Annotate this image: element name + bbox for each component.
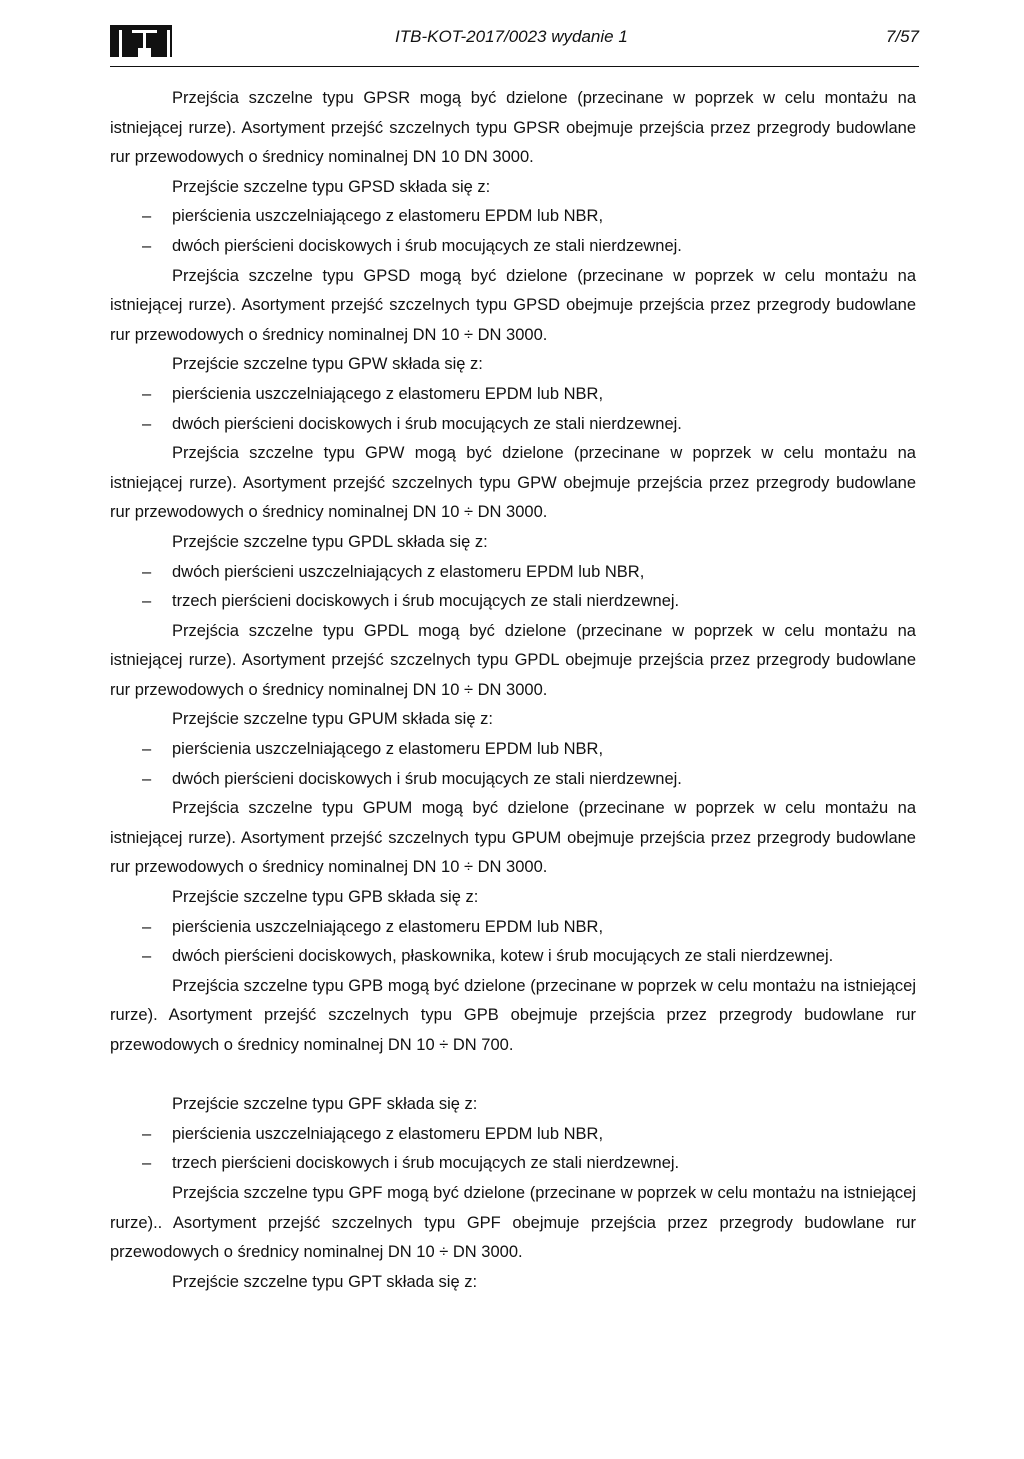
dash-bullet: – [142, 917, 152, 936]
list-item-text: trzech pierścieni dociskowych i śrub mocujących ze stali nierdzewnej. [172, 1154, 680, 1173]
dash-bullet: – [142, 947, 152, 966]
dash-bullet: – [142, 414, 152, 433]
list-item [110, 587, 916, 617]
document-body [110, 84, 916, 1297]
header-rule [110, 66, 919, 67]
paragraph-gpdl: Przejścia szczelne typu GPDL mogą być dzielone (przecinane w poprzek w celu montażu na istniejącej rurze). Asortyment przejść szczelnych typu GPDL obejmuje przejścia przez przegrody budowlane rur przewodowych o średnicy nominalnej DN 10 ÷ DN 3000. [110, 621, 916, 699]
intro-gpb: Przejście szczelne typu GPB składa się z: [172, 888, 479, 907]
intro-gpdl: Przejście szczelne typu GPDL składa się z: [172, 532, 488, 551]
paragraph-gpum: Przejścia szczelne typu GPUM mogą być dzielone (przecinane w poprzek w celu montażu na istniejącej rurze). Asortyment przejść szczelnych typu GPUM obejmuje przejścia przez przegrody budowlane rur przewodowych o średnicy nominalnej DN 10 ÷ DN 3000. [110, 799, 916, 877]
intro-gpsd: Przejście szczelne typu GPSD składa się z: [172, 177, 491, 196]
paragraph-gpb: Przejścia szczelne typu GPB mogą być dzielone (przecinane w poprzek w celu montażu na istniejącej rurze). Asortyment przejść szczelnych typu GPB obejmuje przejścia przez przegrody budowlane rur przewodowych o średnicy nominalnej DN 10 ÷ DN 700. [110, 976, 916, 1054]
page-number: 7/57 [885, 27, 919, 46]
list-item [110, 942, 916, 972]
intro-gpw: Przejście szczelne typu GPW składa się z: [172, 355, 483, 374]
list-gpum [110, 735, 916, 794]
list-item [110, 202, 916, 232]
paragraph-gpf: Przejścia szczelne typu GPF mogą być dzielone (przecinane w poprzek w celu montażu na istniejącej rurze).. Asortyment przejść szczelnych typu GPF obejmuje przejścia przez przegrody budowlane rur przewodowych o średnicy nominalnej DN 10 ÷ DN 3000. [110, 1183, 916, 1262]
list-item [110, 1149, 916, 1179]
list-item [110, 232, 916, 262]
list-item-text: pierścienia uszczelniającego z elastomeru EPDM lub NBR, [172, 1124, 604, 1143]
list-item [110, 558, 916, 588]
dash-bullet: – [142, 562, 152, 581]
list-item [110, 913, 916, 943]
list-item-text: pierścienia uszczelniającego z elastomeru EPDM lub NBR, [172, 917, 604, 936]
list-item-text: trzech pierścieni dociskowych i śrub mocujących ze stali nierdzewnej. [172, 592, 680, 611]
list-gpw [110, 380, 916, 439]
dash-bullet: – [142, 740, 152, 759]
dash-bullet: – [142, 384, 152, 403]
paragraph-gpsd: Przejścia szczelne typu GPSD mogą być dzielone (przecinane w poprzek w celu montażu na istniejącej rurze). Asortyment przejść szczelnych typu GPSD obejmuje przejścia przez przegrody budowlane rur przewodowych o średnicy nominalnej DN 10 ÷ DN 3000. [110, 266, 916, 344]
intro-gpum: Przejście szczelne typu GPUM składa się z: [172, 710, 493, 729]
dash-bullet: – [142, 592, 152, 611]
list-item [110, 765, 916, 795]
paragraph-gpsr: Przejścia szczelne typu GPSR mogą być dzielone (przecinane w poprzek w celu montażu na istniejącej rurze). Asortyment przejść szczelnych typu GPSR obejmuje przejścia przez przegrody budowlane rur przewodowych o średnicy nominalnej DN 10 DN 3000. [110, 89, 916, 167]
intro-gpf: Przejście szczelne typu GPF składa się z: [172, 1095, 478, 1114]
list-item [110, 735, 916, 765]
dash-bullet: – [142, 1154, 152, 1173]
paragraph-gpw: Przejścia szczelne typu GPW mogą być dzielone (przecinane w poprzek w celu montażu na istniejącej rurze). Asortyment przejść szczelnych typu GPW obejmuje przejścia przez przegrody budowlane rur przewodowych o średnicy nominalnej DN 10 ÷ DN 3000. [110, 444, 916, 522]
list-item-text: pierścienia uszczelniającego z elastomeru EPDM lub NBR, [172, 384, 604, 403]
intro-gpt: Przejście szczelne typu GPT składa się z: [172, 1272, 478, 1291]
list-item [110, 1120, 916, 1150]
dash-bullet: – [142, 236, 152, 255]
list-item-text: dwóch pierścieni dociskowych, płaskownika, kotew i śrub mocujących ze stali nierdzewnej. [172, 947, 834, 966]
list-item [110, 380, 916, 410]
list-item [110, 410, 916, 440]
list-item-text: dwóch pierścieni dociskowych i śrub mocujących ze stali nierdzewnej. [172, 414, 682, 433]
dash-bullet: – [142, 769, 152, 788]
document-number: ITB-KOT-2017/0023 wydanie 1 [395, 27, 628, 46]
dash-bullet: – [142, 1124, 152, 1143]
dash-bullet: – [142, 207, 152, 226]
list-gpsd [110, 202, 916, 261]
page-header [0, 0, 1024, 70]
list-item-text: pierścienia uszczelniającego z elastomeru EPDM lub NBR, [172, 207, 604, 226]
list-item-text: dwóch pierścieni dociskowych i śrub mocujących ze stali nierdzewnej. [172, 769, 682, 788]
itb-logo-icon [110, 25, 176, 57]
list-gpf [110, 1120, 916, 1179]
list-item-text: dwóch pierścieni dociskowych i śrub mocujących ze stali nierdzewnej. [172, 236, 682, 255]
list-gpb [110, 913, 916, 972]
list-gpdl [110, 558, 916, 617]
list-item-text: dwóch pierścieni uszczelniających z elastomeru EPDM lub NBR, [172, 562, 645, 581]
list-item-text: pierścienia uszczelniającego z elastomeru EPDM lub NBR, [172, 740, 604, 759]
